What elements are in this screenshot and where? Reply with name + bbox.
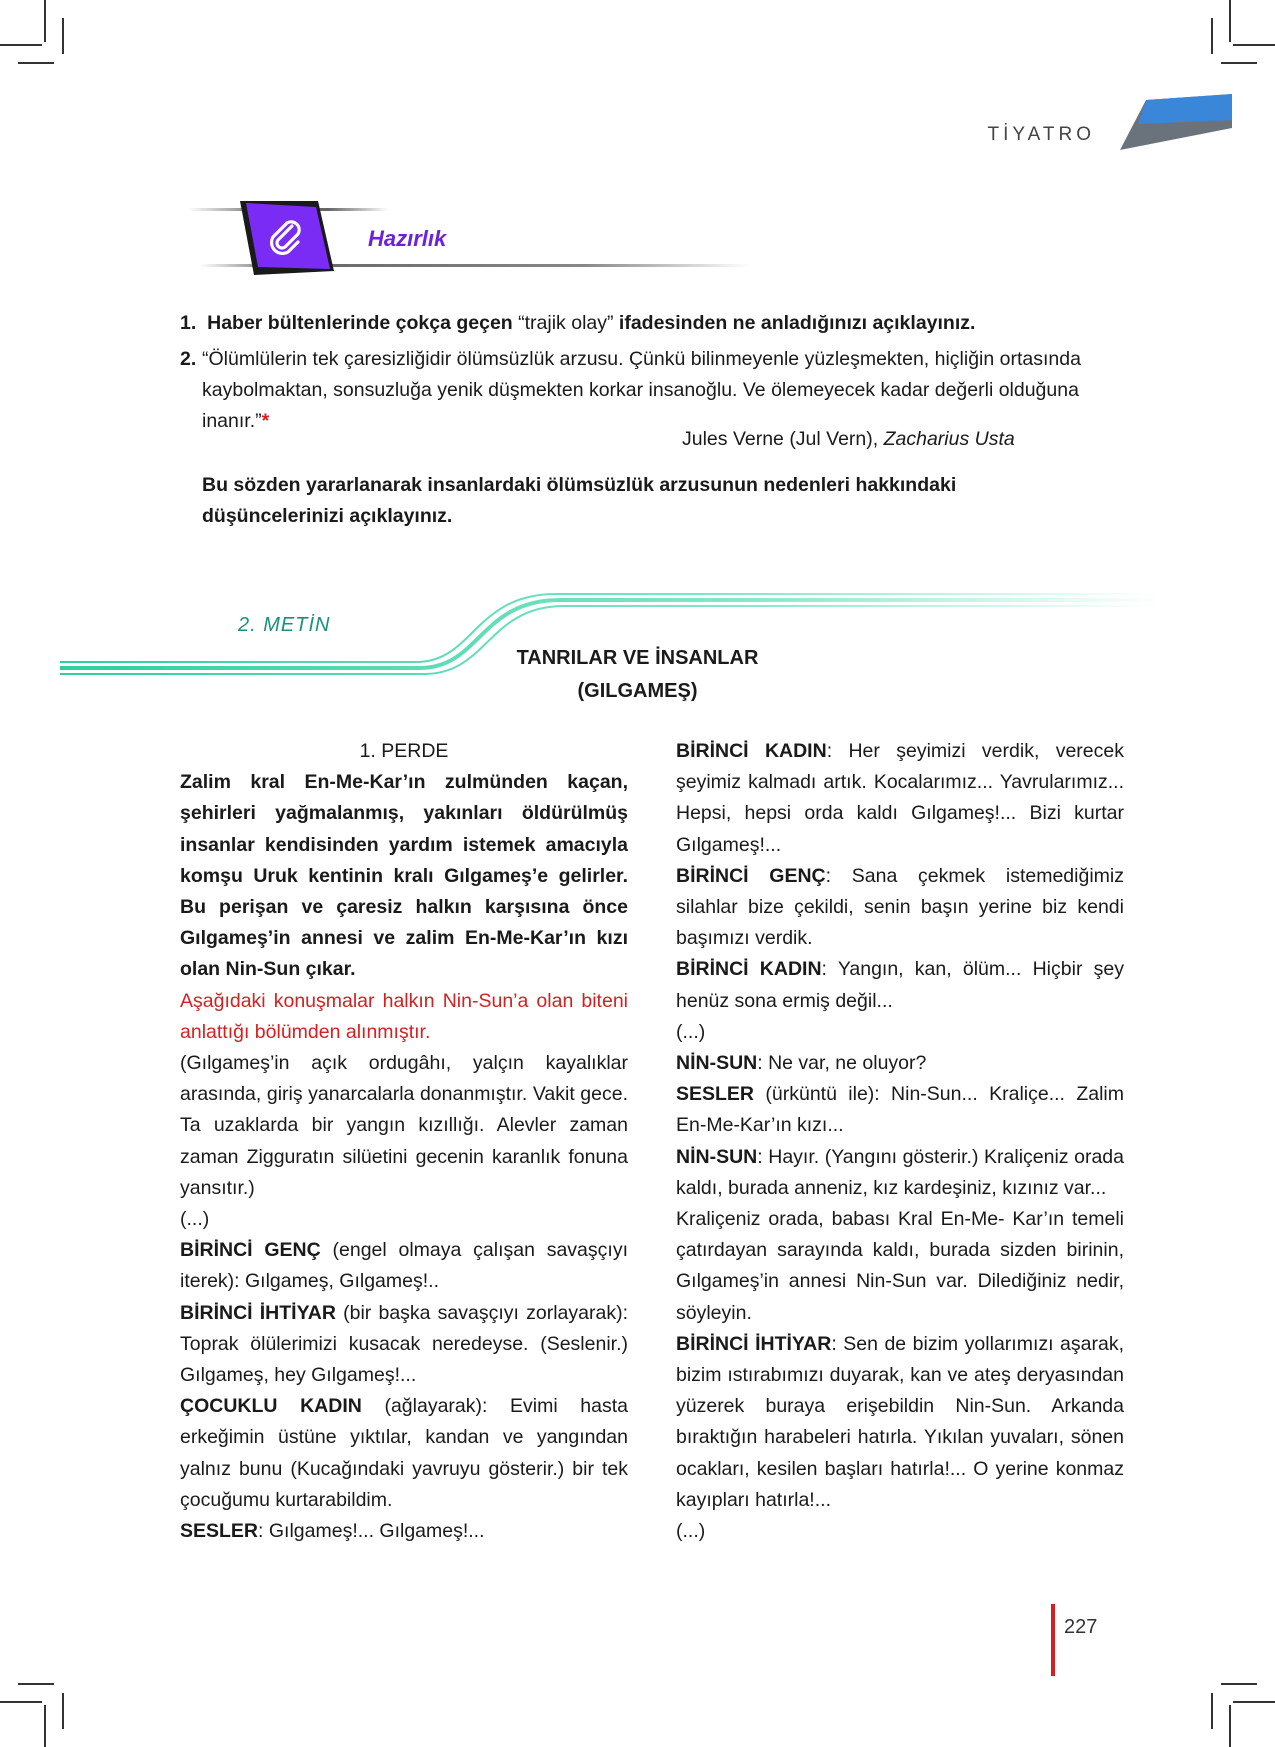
act-heading: 1. PERDE	[359, 740, 449, 762]
dialogue-line	[676, 1079, 1124, 1141]
crop-mark	[18, 1683, 54, 1685]
speaker: SESLER	[676, 1083, 755, 1106]
line-text: : Sen de bizim yollarımızı aşarak, bizim ıstırabımızı duyarak, kan ve ateş deryasından yüzerek buraya erişebildin Nin-Sun. Arkanda bıraktığın harabeleri hatırla. Yıkılan yuvaları, sönen ocakları, kesilen başları hatırla!... O yerine konmaz kayıpları hatırla!...	[676, 1332, 1124, 1511]
crop-mark	[44, 0, 46, 42]
quote-work: Zacharius Usta	[883, 428, 1015, 450]
page-number: 227	[1064, 1616, 1098, 1638]
crop-mark	[1221, 62, 1257, 64]
speaker: BİRİNCİ GENÇ	[676, 864, 826, 887]
crop-mark	[0, 1701, 42, 1703]
text-title	[0, 642, 1275, 708]
text-title-sub: (GILGAMEŞ)	[577, 680, 698, 702]
speaker: NİN-SUN	[676, 1145, 758, 1168]
section-title: TİYATRO	[987, 124, 1095, 145]
footnote-star: *	[261, 410, 270, 432]
metin-label: 2. METİN	[238, 614, 331, 636]
dialogue-line	[180, 1516, 628, 1547]
question-number: 1.	[180, 312, 197, 334]
paperclip-icon	[262, 212, 308, 258]
stage-direction: (Gılgameş’in açık ordugâhı, yalçın kayalıklar arasında, giriş yanarcalarla donanmıştır. Vakit gece. Ta uzaklarda bir yangın kızıllığı. Alevler zaman zaman Zigguratın silüetini gecenin karanlık fonuna yansıtır.)	[180, 1052, 628, 1199]
quote-text: “Ölümlülerin tek çaresizliğidir ölümsüzlük arzusu. Çünkü bilinmeyenle yüzleşmekten, hiçliğin ortasında kaybolmaktan, sonsuzluğa yenik düşmekten korkar insanoğlu. Ve ölemeyecek kadar değerli olduğuna inanır.”	[202, 348, 1081, 432]
ellipsis: (...)	[676, 1020, 706, 1043]
line-text: : Her şeyimizi verdik, verecek şeyimiz kalmadı artık. Kocalarımız... Yavrularımız... Hepsi, hepsi orda kaldı Gılgameş!... Bizi kurtar Gılgameş!...	[676, 740, 1124, 856]
crop-mark	[1221, 1683, 1257, 1685]
line-text: : Sana çekmek istemediğimiz silahlar bize çekildi, senin başın yerine biz kendi başımızı verdik.	[676, 864, 1124, 950]
crop-mark	[0, 44, 42, 46]
line-text: (bir başka savaşçıyı zorlayarak): Toprak ölülerimizi kusacak neredeyse. (Seslenir.) Gılgameş, hey Gılgameş!...	[180, 1301, 628, 1387]
question-1	[180, 308, 1060, 339]
speaker: BİRİNCİ KADIN	[676, 958, 822, 981]
crop-mark	[62, 1693, 64, 1729]
text-title-main: TANRILAR VE İNSANLAR	[516, 647, 759, 669]
crop-mark	[1211, 1693, 1213, 1729]
dialogue-line	[676, 736, 1124, 861]
speaker: ÇOCUKLU KADIN	[180, 1395, 362, 1418]
line-text: : Yangın, kan, ölüm... Hiçbir şey henüz sona ermiş değil...	[676, 958, 1124, 1012]
speaker: BİRİNCİ GENÇ	[180, 1239, 321, 1262]
crop-mark	[1211, 18, 1213, 54]
quote-author: Jules Verne (Jul Vern),	[682, 428, 884, 450]
question-text: Haber bültenlerinde çokça geçen	[207, 312, 513, 334]
dialogue-continuation: Kraliçeniz orada, babası Kral En-Me- Kar’ın temeli çatırdayan sarayında kaldı, burada sizden birinin, Gılgameş’in annesi Nin-Sun var. Dilediğiniz nedir, söyleyin.	[676, 1208, 1124, 1324]
intro-note: Aşağıdaki konuşmalar halkın Nin-Sun’a olan biteni anlattığı bölümden alınmıştır.	[180, 989, 628, 1043]
right-column	[676, 736, 1124, 1547]
quote-attribution	[682, 424, 1015, 455]
question-text: “trajik olay”	[512, 312, 619, 334]
dialogue-line	[676, 1048, 1124, 1079]
crop-mark	[1233, 1701, 1275, 1703]
crop-mark	[1229, 1705, 1231, 1747]
dialogue-line	[180, 1235, 628, 1297]
question-text: ifadesinden ne anladığınızı açıklayınız.	[618, 312, 976, 334]
speaker: SESLER	[180, 1520, 259, 1543]
line-text: (ürküntü ile): Nin-Sun... Kraliçe... Zalim En-Me-Kar’ın kızı...	[676, 1083, 1124, 1137]
line-text: (engel olmaya çalışan savaşçıyı iterek): Gılgameş, Gılgameş!..	[180, 1239, 628, 1293]
line-text: : Ne var, ne oluyor?	[757, 1052, 927, 1075]
speaker: BİRİNCİ İHTİYAR	[676, 1332, 832, 1355]
section-ribbon	[1120, 94, 1240, 152]
crop-mark	[18, 62, 54, 64]
intro-paragraph: Zalim kral En-Me-Kar’ın zulmünden kaçan, şehirleri yağmalanmış, yakınları öldürülmüş insanlar kendisinden yardım istemek amacıyla komşu Uruk kentinin kralı Gılgameş’e gelirler. Bu perişan ve çaresiz halkın karşısına önce Gılgameş’in annesi ve zalim En-Me-Kar’ın kızı olan Nin-Sun çıkar.	[180, 771, 628, 981]
question-2-number: 2.	[180, 348, 197, 370]
prep-title: Hazırlık	[368, 226, 447, 251]
crop-mark	[44, 1705, 46, 1747]
speaker: BİRİNCİ KADIN	[676, 740, 827, 762]
dialogue-line	[676, 954, 1124, 1016]
crop-mark	[1233, 44, 1275, 46]
dialogue-line	[676, 861, 1124, 955]
question-2-task: Bu sözden yararlanarak insanlardaki ölümsüzlük arzusunun nedenleri hakkındaki düşüncelerinizi açıklayınız.	[202, 474, 957, 527]
dialogue-line	[180, 1391, 628, 1516]
speaker: BİRİNCİ İHTİYAR	[180, 1301, 336, 1324]
dialogue-line	[180, 1298, 628, 1392]
page-number-bar	[1051, 1604, 1055, 1676]
ellipsis: (...)	[180, 1208, 210, 1231]
crop-mark	[62, 18, 64, 54]
ellipsis: (...)	[676, 1520, 706, 1543]
left-column	[180, 736, 628, 1547]
line-text: : Gılgameş!... Gılgameş!...	[258, 1520, 485, 1543]
crop-mark	[1229, 0, 1231, 42]
line-text: : Hayır. (Yangını gösterir.) Kraliçeniz orada kaldı, burada anneniz, kız kardeşiniz, kızınız var...	[676, 1145, 1124, 1199]
dialogue-line	[676, 1329, 1124, 1516]
speaker: NİN-SUN	[676, 1052, 758, 1075]
dialogue-line	[676, 1142, 1124, 1204]
line-text: (ağlayarak): Evimi hasta erkeğimin üstüne yıktılar, kandan ve yangından yalnız bunu (Kucağındaki yavruyu gösterir.) bir tek çocuğumu kurtarabildim.	[180, 1395, 629, 1511]
